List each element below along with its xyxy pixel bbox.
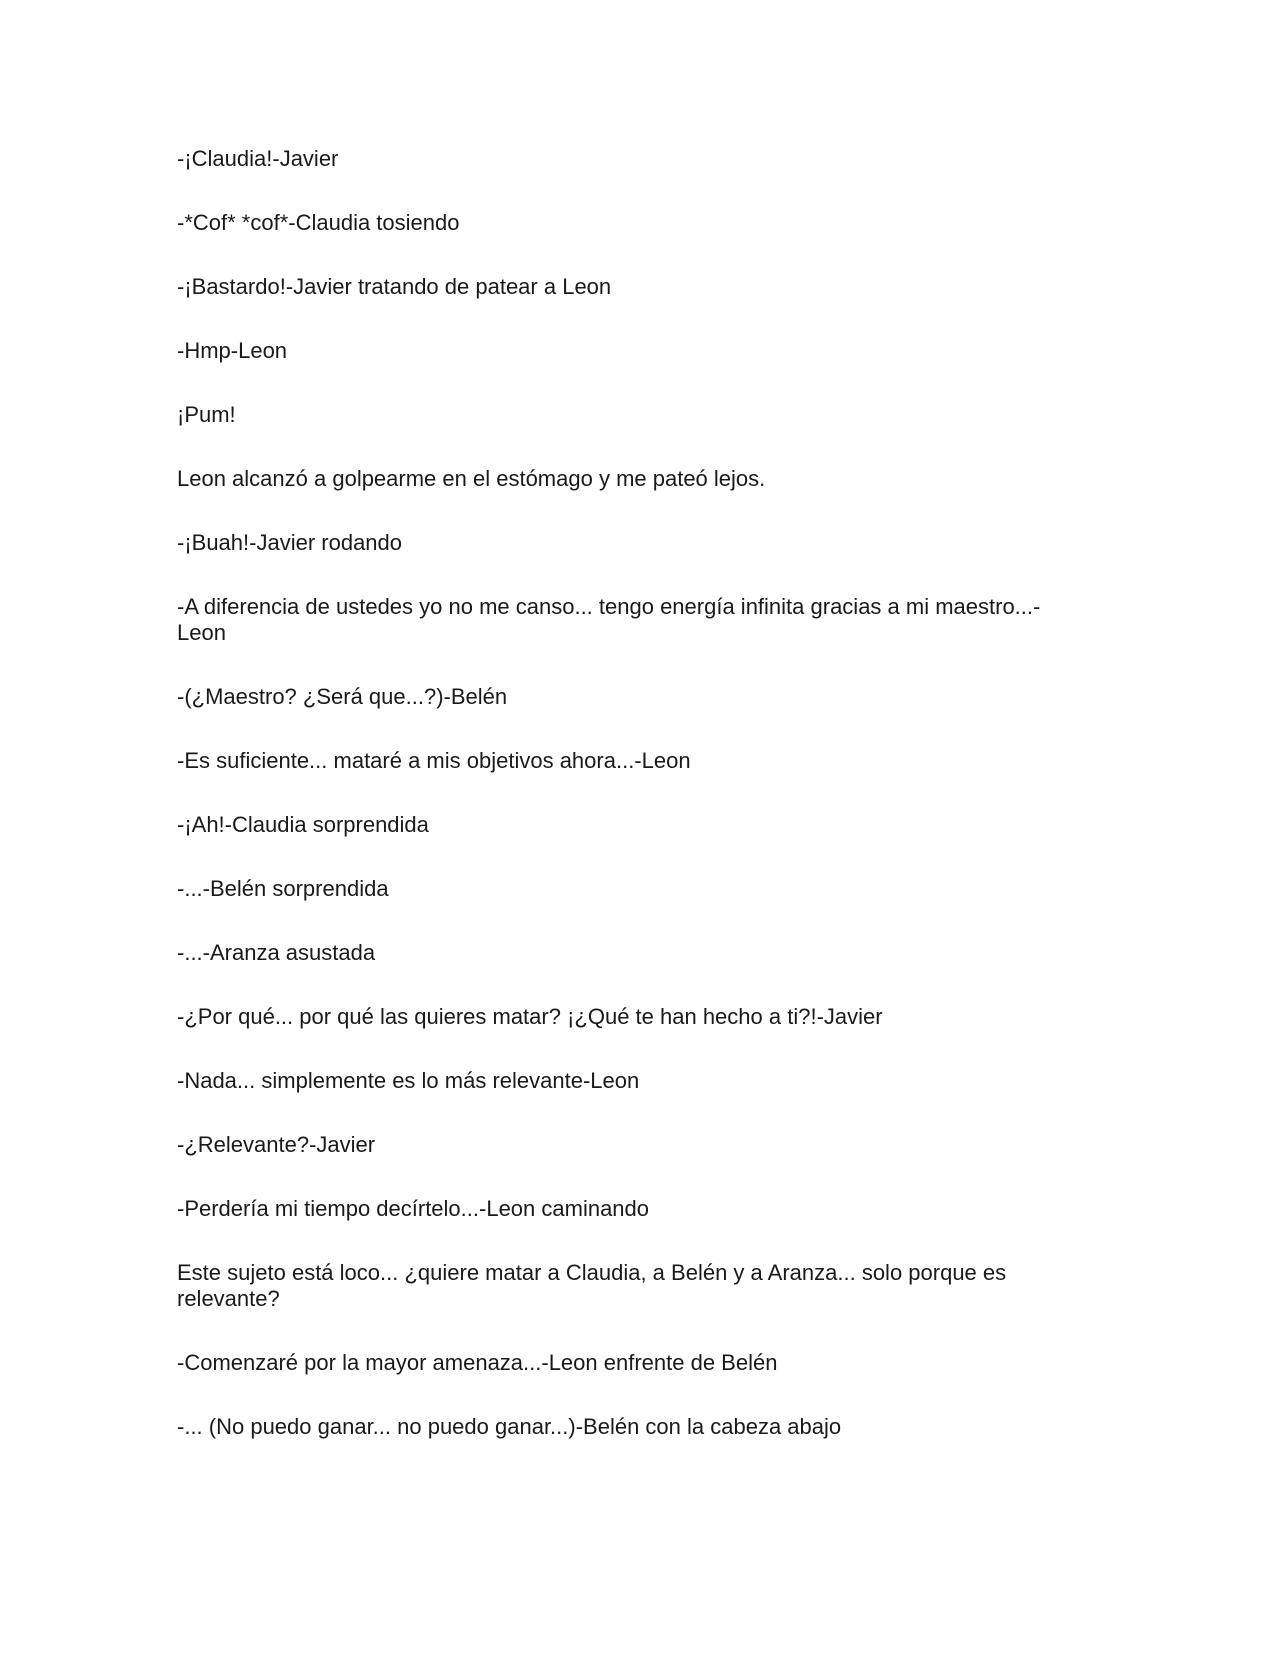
paragraph: -Nada... simplemente es lo más relevante-Leon (177, 1068, 640, 1093)
document-body (177, 146, 1082, 1478)
paragraph: -A diferencia de ustedes yo no me canso... tengo energía infinita gracias a mi maestro...-Leon (177, 594, 1041, 645)
paragraph: -¡Ah!-Claudia sorprendida (177, 812, 429, 837)
paragraph: -Es suficiente... mataré a mis objetivos ahora...-Leon (177, 748, 691, 773)
paragraph: -*Cof* *cof*-Claudia tosiendo (177, 210, 460, 235)
paragraph: -Comenzaré por la mayor amenaza...-Leon enfrente de Belén (177, 1350, 778, 1375)
paragraph: -...-Aranza asustada (177, 940, 376, 965)
paragraph: ¡Pum! (177, 402, 236, 427)
paragraph: Leon alcanzó a golpearme en el estómago y me pateó lejos. (177, 466, 766, 491)
paragraph: -¡Claudia!-Javier (177, 146, 339, 171)
paragraph: -¡Bastardo!-Javier tratando de patear a Leon (177, 274, 612, 299)
paragraph: -¿Por qué... por qué las quieres matar? ¡¿Qué te han hecho a ti?!-Javier (177, 1004, 883, 1029)
paragraph: -¡Buah!-Javier rodando (177, 530, 403, 555)
paragraph: -... (No puedo ganar... no puedo ganar...)-Belén con la cabeza abajo (177, 1414, 842, 1439)
paragraph: -Hmp-Leon (177, 338, 288, 363)
paragraph: Este sujeto está loco... ¿quiere matar a Claudia, a Belén y a Aranza... solo porque es relevante? (177, 1260, 1007, 1311)
paragraph: -¿Relevante?-Javier (177, 1132, 376, 1157)
paragraph: -Perdería mi tiempo decírtelo...-Leon caminando (177, 1196, 650, 1221)
paragraph: -(¿Maestro? ¿Será que...?)-Belén (177, 684, 508, 709)
paragraph: -...-Belén sorprendida (177, 876, 389, 901)
